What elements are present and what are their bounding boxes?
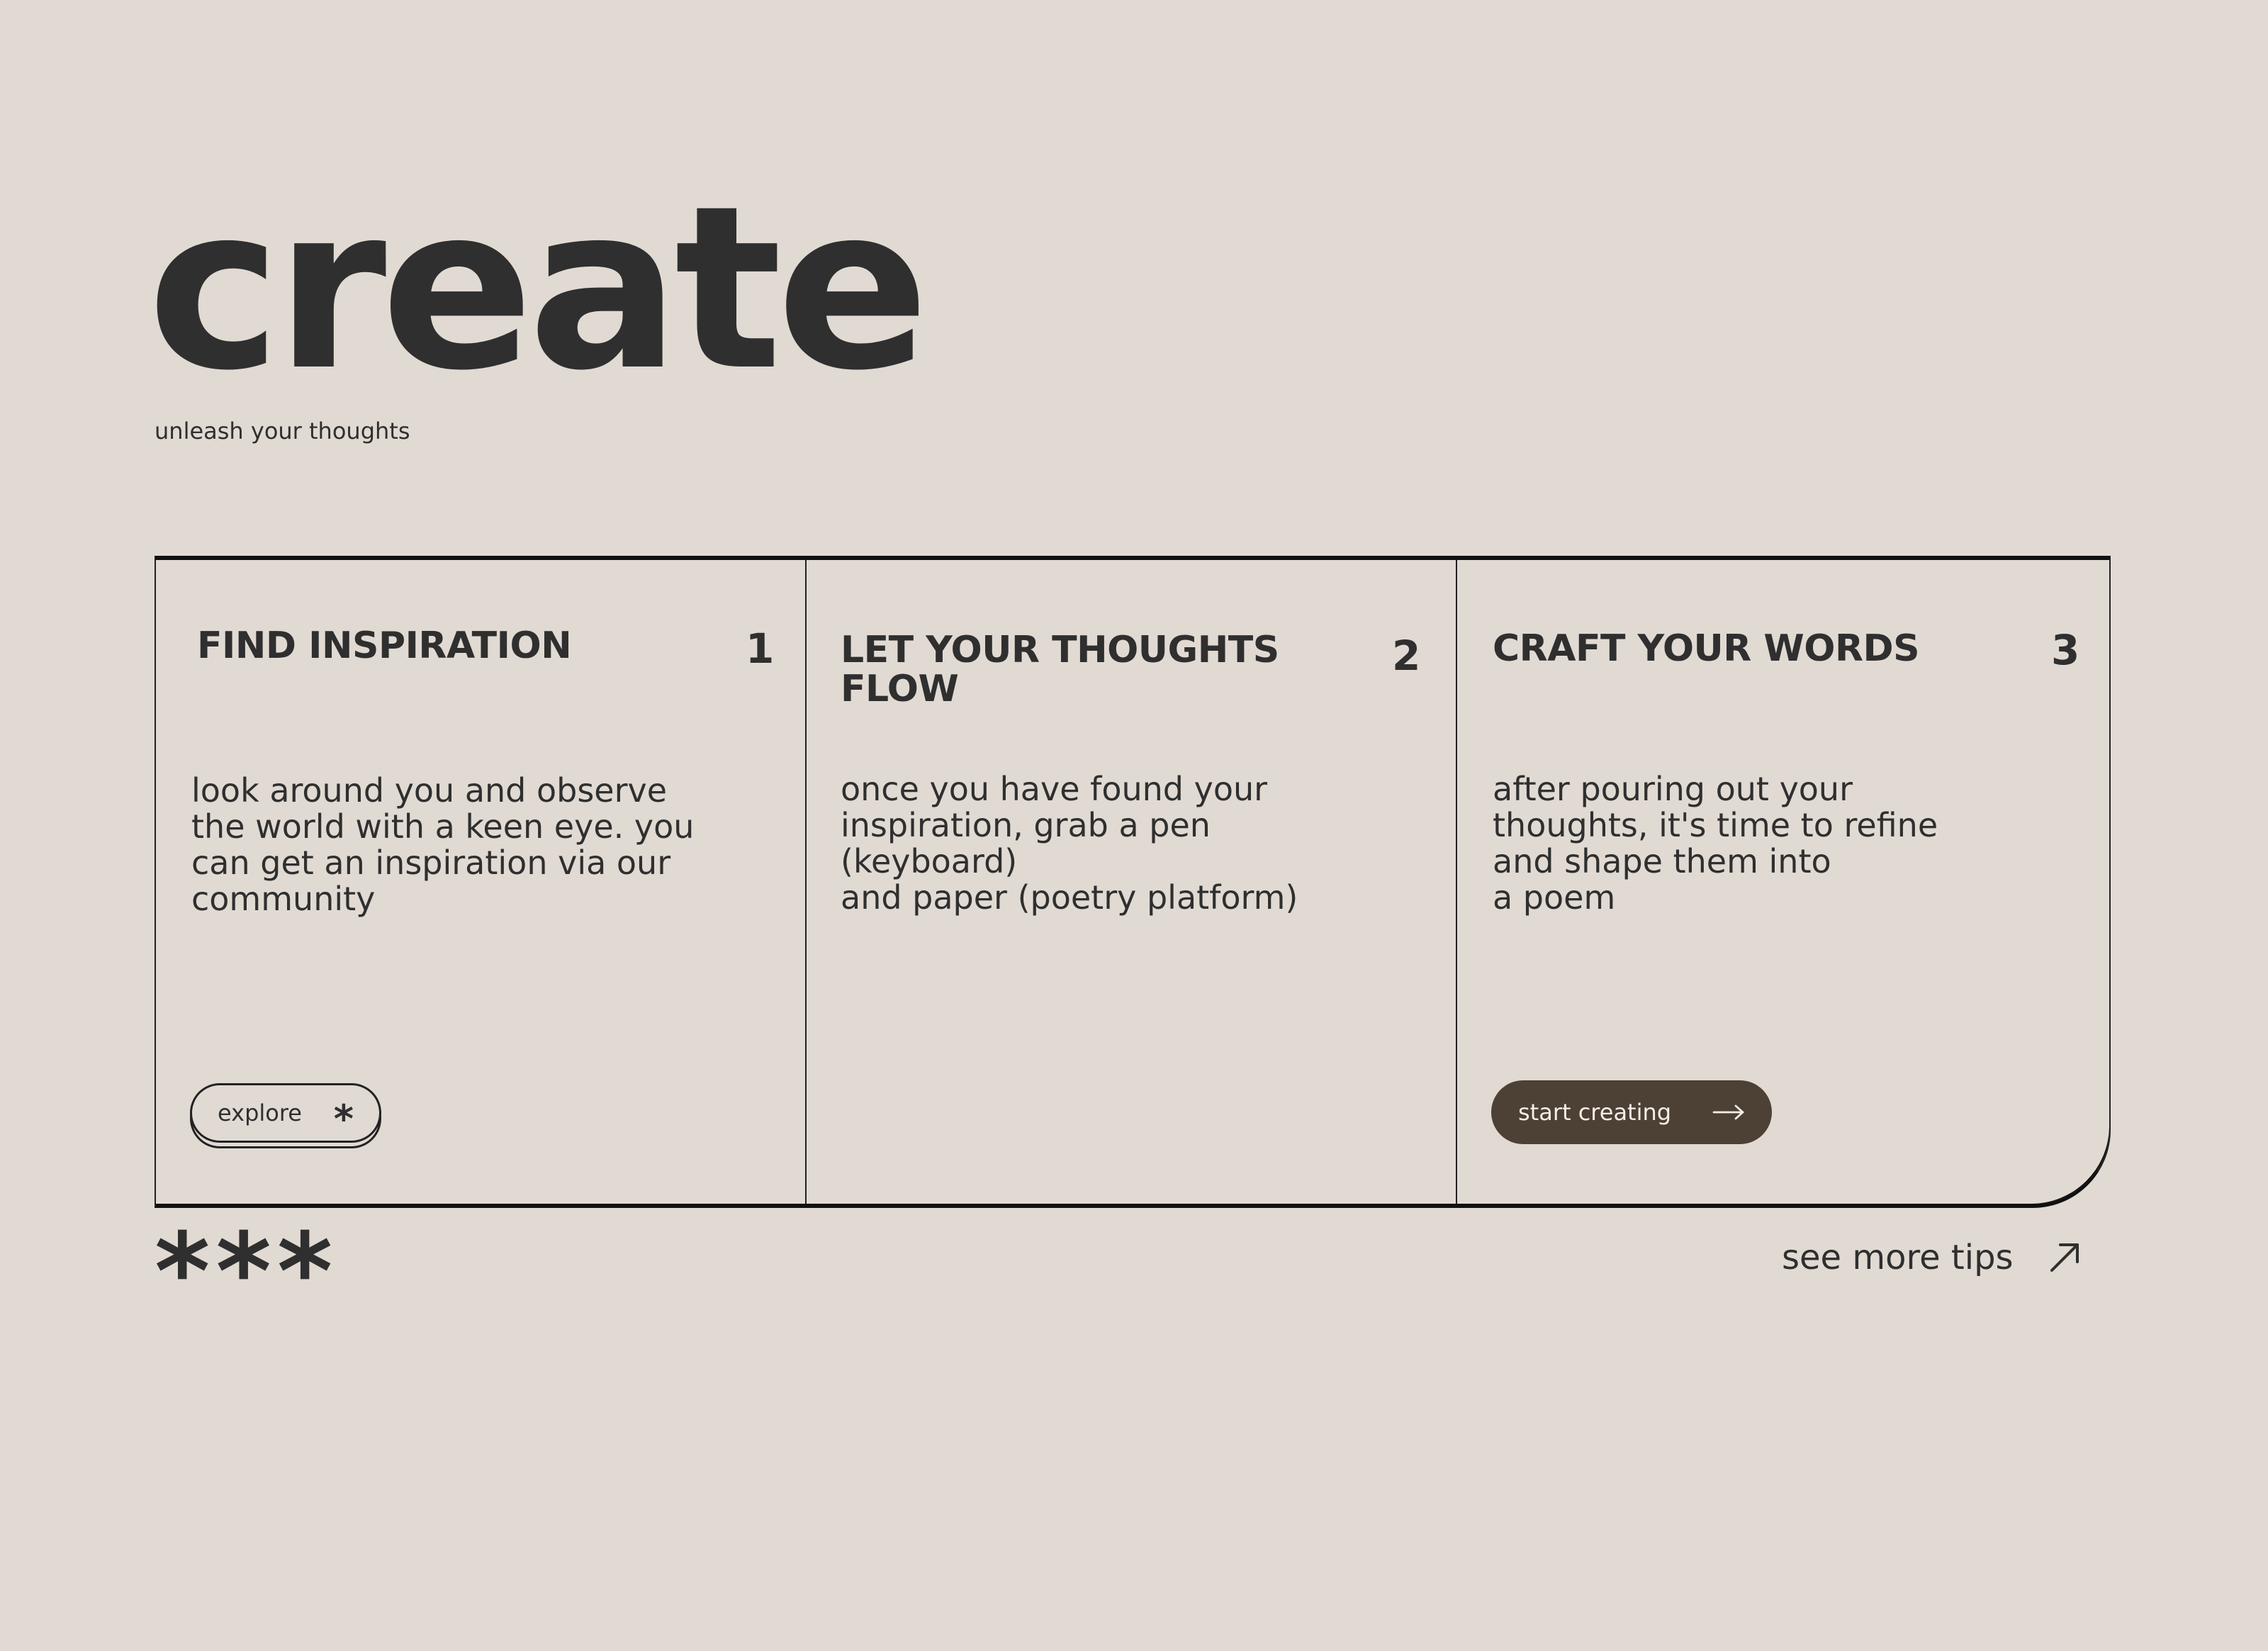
explore-button[interactable] bbox=[190, 1083, 381, 1143]
page-subtitle: unleash your thoughts bbox=[155, 418, 410, 444]
step-number: 3 bbox=[2051, 626, 2080, 674]
steps-panel bbox=[155, 556, 2111, 1208]
step-title: LET YOUR THOUGHTS FLOW bbox=[841, 629, 1279, 710]
arrow-up-right-icon bbox=[2048, 1241, 2082, 1275]
page-title: create bbox=[147, 157, 924, 420]
step-card-let-thoughts-flow bbox=[805, 560, 1456, 1204]
see-more-tips-label: see more tips bbox=[1782, 1238, 2014, 1277]
asterisk-icon: * bbox=[333, 1097, 354, 1141]
step-title: CRAFT YOUR WORDS bbox=[1493, 627, 1920, 670]
step-card-find-inspiration bbox=[156, 560, 805, 1204]
explore-button-wrapper bbox=[190, 1083, 384, 1148]
see-more-tips-link[interactable] bbox=[1782, 1238, 2082, 1277]
start-creating-label: start creating bbox=[1518, 1099, 1672, 1126]
arrow-right-icon bbox=[1712, 1104, 1745, 1120]
decorative-asterisks: *** bbox=[155, 1211, 339, 1334]
explore-button-label: explore bbox=[218, 1099, 302, 1126]
start-creating-button[interactable] bbox=[1491, 1080, 1772, 1144]
step-description: after pouring out your thoughts, it's time to refine and shape them into a poem bbox=[1493, 770, 1938, 917]
step-card-craft-your-words bbox=[1456, 560, 2109, 1204]
step-description: look around you and observe the world with a keen eye. you can get an inspiration via our community bbox=[191, 771, 695, 918]
step-description: once you have found your inspiration, grab a pen (keyboard) and paper (poetry platform) bbox=[841, 770, 1298, 917]
step-title: FIND INSPIRATION bbox=[197, 625, 572, 667]
step-number: 2 bbox=[1392, 632, 1421, 680]
step-number: 1 bbox=[746, 625, 775, 673]
